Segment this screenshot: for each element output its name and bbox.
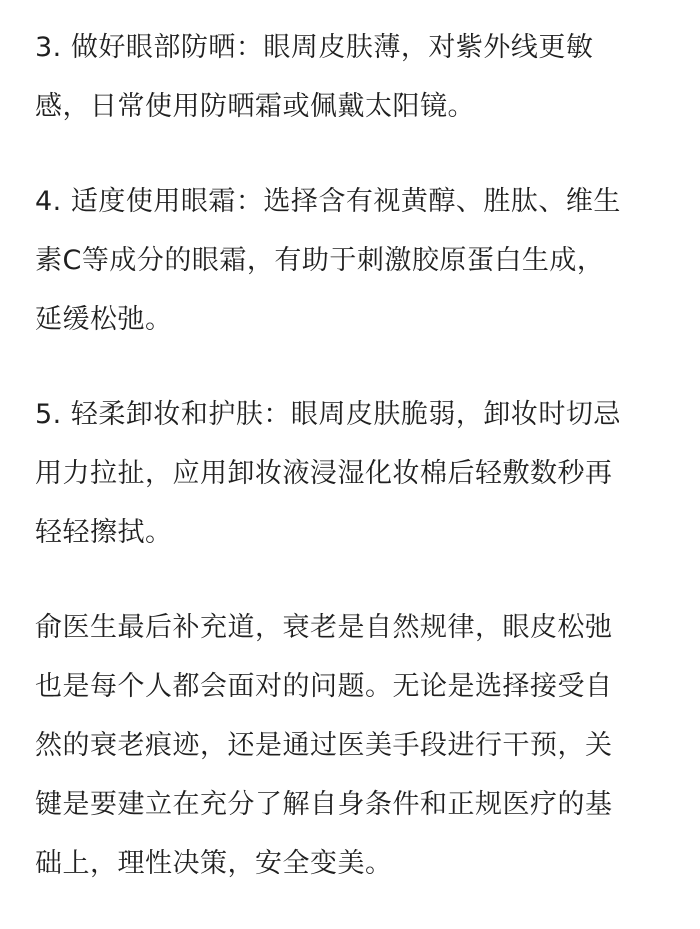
text-line: 键是要建立在充分了解自身条件和正规医疗的基 <box>35 789 613 820</box>
tip-eye-cream <box>35 172 675 349</box>
tip-gentle-makeup-removal <box>35 385 675 562</box>
text-line: 4. 适度使用眼霜：选择含有视黄醇、胜肽、维生 <box>35 186 621 217</box>
text-line: 5. 轻柔卸妆和护肤：眼周皮肤脆弱，卸妆时切忌 <box>35 399 621 430</box>
text-line: 轻轻擦拭。 <box>35 517 173 548</box>
text-line: 延缓松弛。 <box>35 304 173 335</box>
tip-eye-sun-protection <box>35 18 675 136</box>
article-body <box>35 18 675 929</box>
text-line: 然的衰老痕迹，还是通过医美手段进行干预，关 <box>35 730 613 761</box>
text-line: 素C等成分的眼霜，有助于刺激胶原蛋白生成， <box>35 245 605 276</box>
text-line: 俞医生最后补充道，衰老是自然规律，眼皮松弛 <box>35 612 613 643</box>
text-line: 3. 做好眼部防晒：眼周皮肤薄，对紫外线更敏 <box>35 32 594 63</box>
text-line: 础上，理性决策，安全变美。 <box>35 848 393 879</box>
text-line: 用力拉扯，应用卸妆液浸湿化妆棉后轻敷数秒再 <box>35 458 613 489</box>
text-line: 也是每个人都会面对的问题。无论是选择接受自 <box>35 671 613 702</box>
closing-paragraph <box>35 598 675 893</box>
text-line: 感，日常使用防晒霜或佩戴太阳镜。 <box>35 91 475 122</box>
